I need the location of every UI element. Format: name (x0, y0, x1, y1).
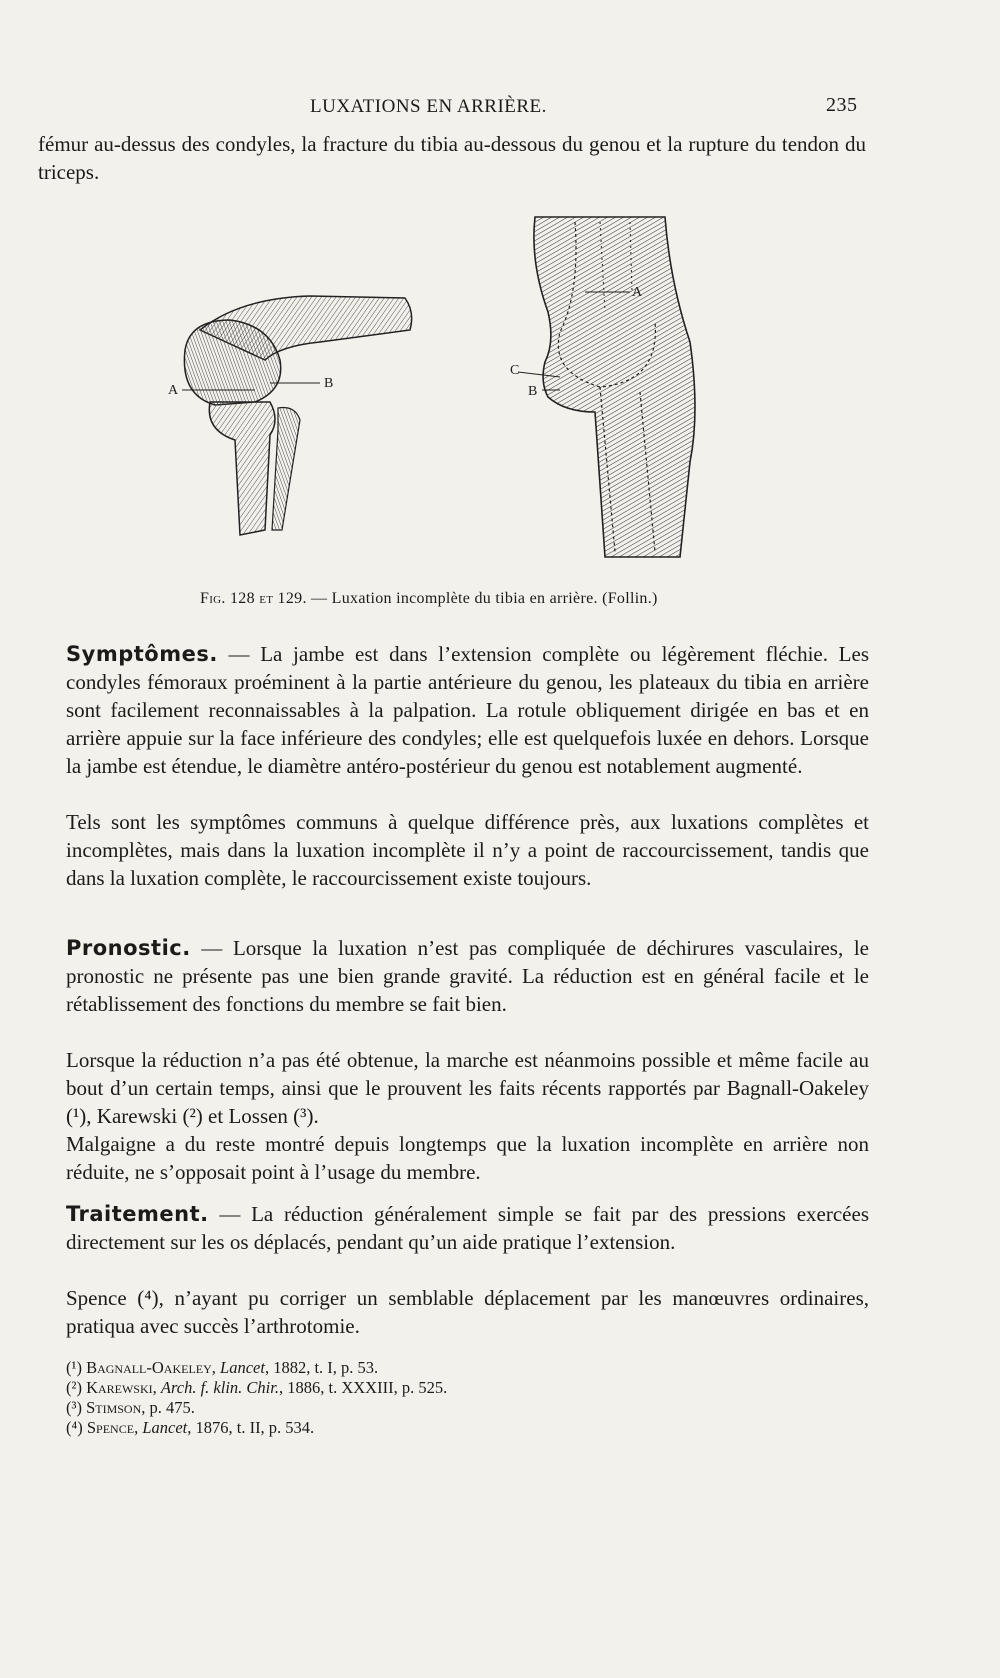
footnote-rest: , 1886, t. XXXIII, p. 525. (279, 1378, 448, 1397)
footnote-1: (¹) Bagnall-Oakeley, Lancet, 1882, t. I, p. 53. (66, 1358, 379, 1377)
footnote-4: (⁴) Spence, Lancet, 1876, t. II, p. 534. (66, 1418, 315, 1437)
figure-129-label-a: A (632, 285, 643, 300)
footnote-2: (²) Karewski, Arch. f. klin. Chir., 1886, t. XXXIII, p. 525. (66, 1378, 448, 1397)
symptomes-paragraph-2: Tels sont les symptômes communs à quelque différence près, aux luxations complètes et incomplètes, mais dans la luxation incomplète il n’y a point de raccourcissement, tandis que dans la luxation complète, le raccourcissement existe toujours. (66, 810, 869, 890)
figure-caption-number: Fig. 128 et 129. (200, 590, 307, 607)
intro-paragraph: fémur au-dessus des condyles, la fracture du tibia au-dessous du genou et la rupture du tendon du triceps. (38, 132, 866, 184)
traitement-paragraph (66, 1200, 869, 1256)
figure-129-label-b: B (528, 384, 538, 399)
footnote-mark: (⁴) (66, 1418, 83, 1437)
figure-caption-text: — Luxation incomplète du tibia en arrière. (Follin.) (306, 590, 658, 607)
running-title: LUXATIONS EN ARRIÈRE. (310, 96, 547, 117)
footnote-source: Lancet (220, 1358, 265, 1377)
traitement-text: — La réduction généralement simple se fait par des pressions exercées directement sur les os déplacés, pendant qu’un aide pratique l’extension. (66, 1202, 869, 1254)
figure-128-illustration (160, 290, 420, 575)
pronostic-paragraph (66, 934, 869, 1018)
footnote-rest: , p. 475. (141, 1398, 195, 1417)
footnote-rest: , 1882, t. I, p. 53. (264, 1358, 379, 1377)
figure-129-illustration (510, 212, 750, 577)
page-header (0, 92, 1000, 122)
footnote-source: Arch. f. klin. Chir. (160, 1378, 279, 1397)
figure-caption (200, 590, 658, 608)
footnote-author: Stimson (86, 1398, 142, 1417)
symptomes-text: — La jambe est dans l’extension complète ou légèrement fléchie. Les condyles fémoraux proéminent à la partie antérieure du genou, les plateaux du tibia en arrière sont facilement reconnaissables à la palpation. La rotule obliquement dirigée en bas et en arrière appuie sur la face inférieure des condyles; elle est quelquefois luxée en dehors. Lorsque la jambe est étendue, le diamètre antéro-postérieur du genou est notablement augmenté. (66, 642, 869, 778)
pronostic-text: — Lorsque la luxation n’est pas compliquée de déchirures vasculaires, le pronostic ne présente pas une bien grande gravité. La réduction est en général facile et le rétablissement des fonctions du membre se fait bien. (66, 936, 869, 1016)
pronostic-paragraph-2: Lorsque la réduction n’a pas été obtenue, la marche est néanmoins possible et même facile au bout d’un certain temps, ainsi que le prouvent les faits récents rapportés par Bagnall-Oakeley (¹), Karewski (²) et Lossen (³). (66, 1048, 869, 1128)
footnote-3 (66, 1398, 195, 1418)
footnote-mark: (²) (66, 1378, 82, 1397)
footnote-source: Lancet (142, 1418, 188, 1437)
footnote-mark: (¹) (66, 1358, 82, 1377)
figure-128-label-b: B (324, 376, 334, 391)
symptomes-paragraph (66, 640, 869, 780)
traitement-paragraph-2: Spence (⁴), n’ayant pu corriger un semblable déplacement par les manœuvres ordinaires, pratiqua avec succès l’arthrotomie. (66, 1286, 869, 1338)
footnote-author: Bagnall-Oakeley (86, 1358, 212, 1377)
figure-128-label-a: A (168, 383, 179, 398)
symptomes-heading: Symptômes. (66, 642, 218, 666)
pronostic-heading: Pronostic. (66, 936, 191, 960)
footnote-rest: , 1876, t. II, p. 534. (187, 1418, 315, 1437)
page-number: 235 (826, 94, 858, 116)
footnote-mark: (³) (66, 1398, 82, 1417)
pronostic-paragraph-3: Malgaigne a du reste montré depuis longtemps que la luxation incomplète en arrière non réduite, ne s’opposait point à l’usage du membre. (66, 1132, 869, 1184)
footnote-author: Spence (86, 1418, 135, 1437)
traitement-heading: Traitement. (66, 1202, 209, 1226)
footnote-author: Karewski (86, 1378, 153, 1397)
figure-129-label-c: C (510, 363, 520, 378)
